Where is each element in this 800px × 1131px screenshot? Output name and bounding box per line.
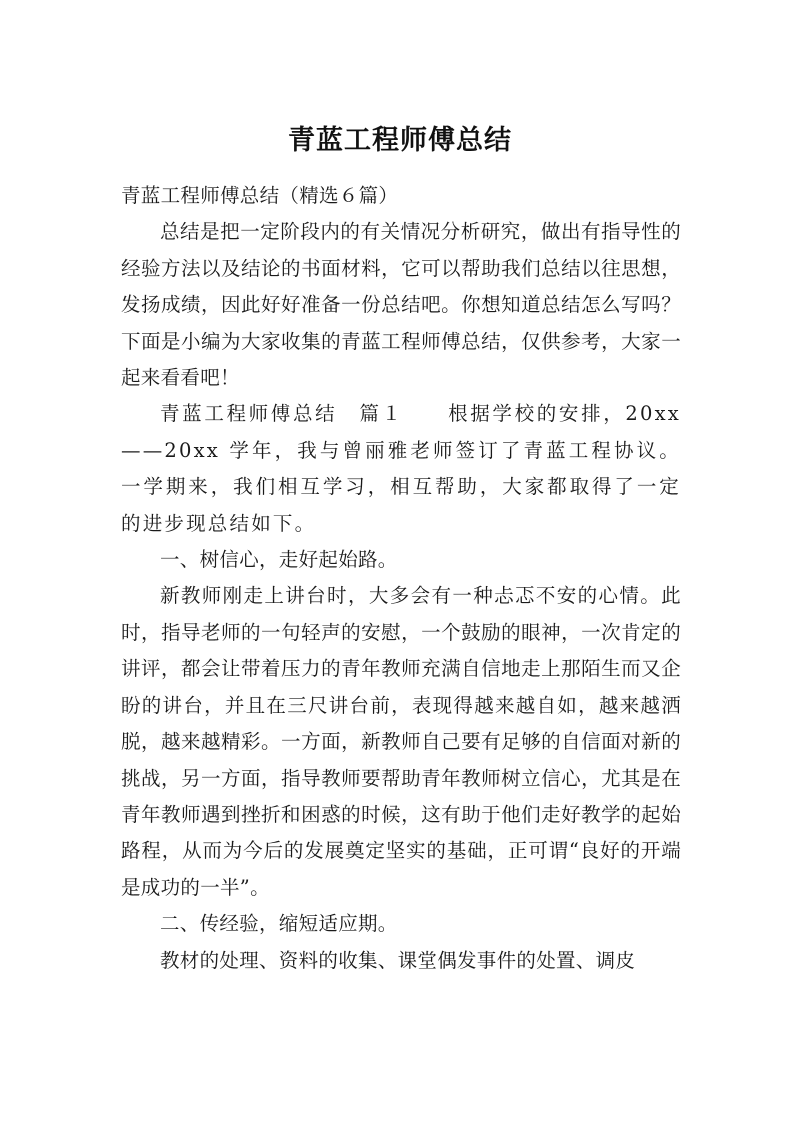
document-body xyxy=(121,178,681,979)
heading-point-2: 二、传经验，缩短适应期。 xyxy=(160,912,398,936)
paragraph-section-1-opening: 青蓝工程师傅总结 篇１ 根据学校的安排，20xx——20xx 学年，我与曾丽雅老师签订了青蓝工程协议。一学期来，我们相互学习，相互帮助，大家都取得了一定的进步现总结如下。 xyxy=(121,402,681,535)
document-subtitle: 青蓝工程师傅总结（精选６篇） xyxy=(121,184,399,207)
document-title: 青蓝工程师傅总结 xyxy=(288,125,512,157)
heading-point-1: 一、树信心，走好起始路。 xyxy=(160,548,398,572)
paragraph-point-2: 教材的处理、资料的收集、课堂偶发事件的处置、调皮 xyxy=(160,948,636,972)
paragraph-point-1: 新教师刚走上讲台时，大多会有一种忐忑不安的心情。此时，指导老师的一句轻声的安慰，一个鼓励的眼神，一次肯定的讲评，都会让带着压力的青年教师充满自信地走上那陌生而又企盼的讲台，并且在三尺讲台前，表现得越来越自如，越来越洒脱，越来越精彩。一方面，新教师自己要有足够的自信面对新的挑战，另一方面，指导教师要帮助青年教师树立信心，尤其是在青年教师遇到挫折和困惑的时候，这有助于他们走好教学的起始路程，从而为今后的发展奠定坚实的基础，正可谓“良好的开端是成功的一半”。 xyxy=(121,584,681,899)
paragraph-intro: 总结是把一定阶段内的有关情况分析研究，做出有指导性的经验方法以及结论的书面材料，它可以帮助我们总结以往思想，发扬成绩，因此好好准备一份总结吧。你想知道总结怎么写吗？下面是小编为大家收集的青蓝工程师傅总结，仅供参考，大家一起来看看吧！ xyxy=(121,220,681,390)
